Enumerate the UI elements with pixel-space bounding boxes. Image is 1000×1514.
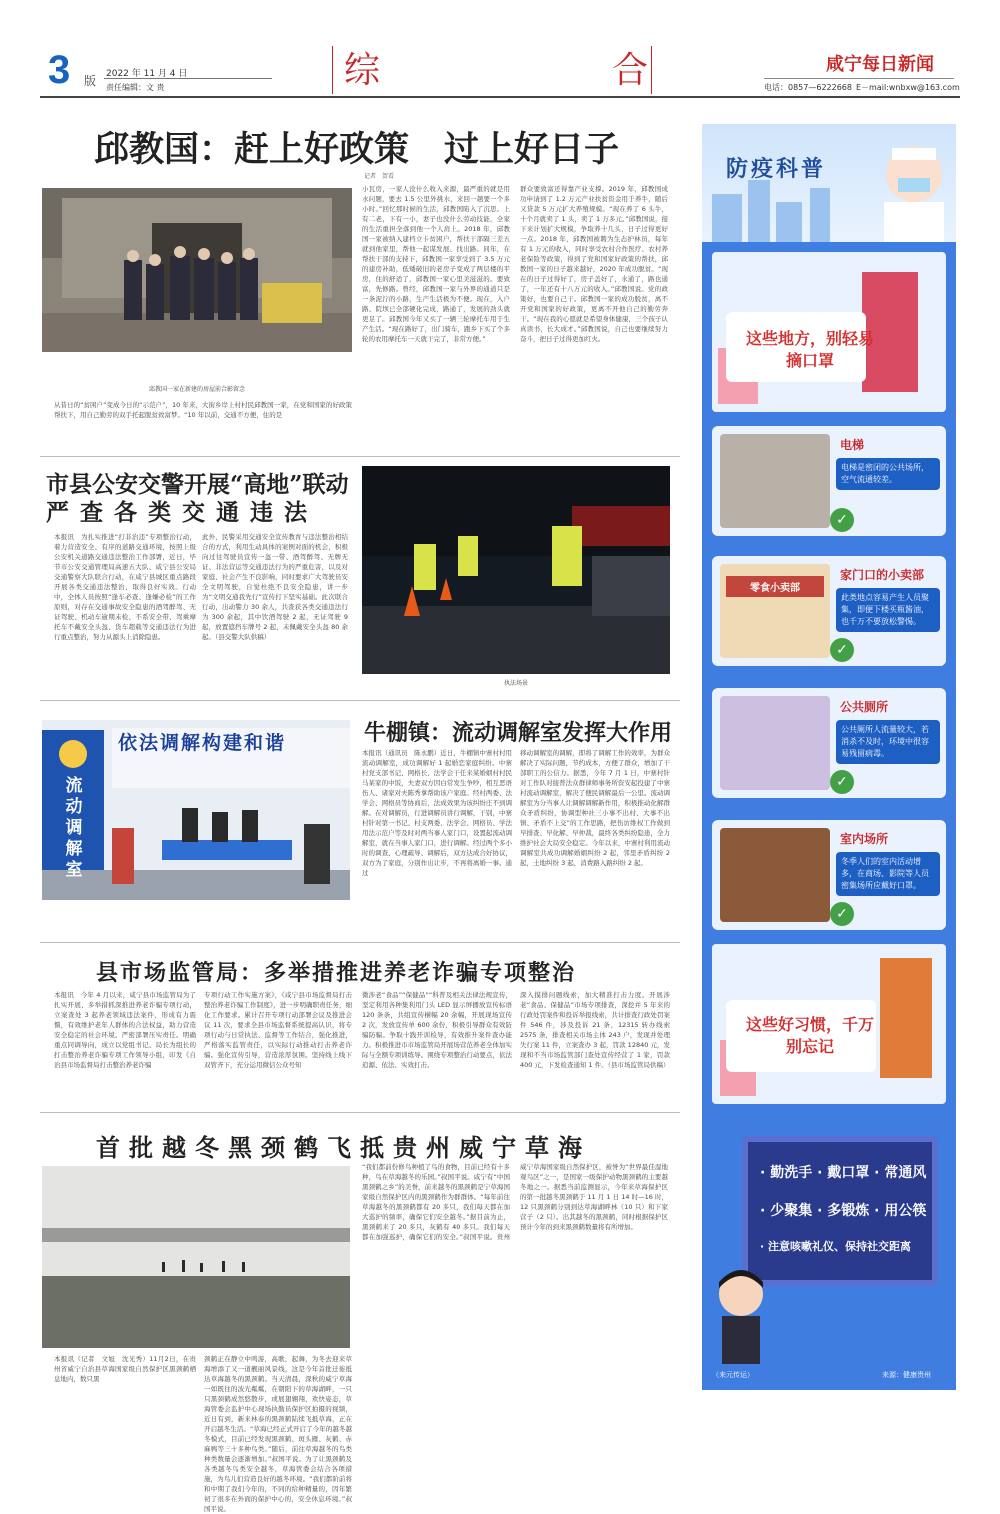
section-title-right: 合: [612, 50, 649, 91]
sidebar-footer-left: （来元传运）: [712, 1371, 754, 1379]
sidebar-title: 防疫科普: [726, 156, 827, 182]
store-image: [720, 564, 830, 658]
divider-2: [40, 700, 680, 701]
article-qiu-title: 邱教国：赶上好政策 过上好日子: [94, 129, 620, 170]
section-title-left: 综: [344, 50, 381, 91]
elevator-image: [720, 434, 830, 528]
epidemic-sidebar: [702, 124, 956, 1390]
indoor-image: [720, 828, 830, 922]
newspaper-brand: 咸宁每日新闻: [826, 54, 934, 75]
checkmark-icon: ✓: [830, 902, 854, 926]
family-photo-caption: 邱教国一家在新建的房屋前合影留念: [148, 386, 245, 393]
boy-icon: [706, 1264, 776, 1364]
sidebar-footer-right: 来源：健康贵州: [882, 1371, 931, 1379]
contact-phone: 电话：0857—6222668: [764, 83, 852, 92]
traffic-check-drawing: [362, 466, 670, 674]
sidebar-header: [702, 124, 956, 242]
article-gongan-col2: 此外，民警采用交通安全宣传教育与违法整治相结合的方式，利用生动具体的案例对面的机会，积极向过往驾驶员宣传一盔一带、酒驾醉驾、无牌无证、非法营运等交通违法行为的严重危害，以及对家庭、社会产生不良影响，同时要求广大驾驶员安全文明驾驶，自觉杜绝不良安全隐患，讲一步为“文明交通我先行”宣传打下坚实基础。此次联合行动，出动警力 30 余人，共查获各类交通违法行为 300 余起，其中饮酒驾驶 2 起，无证驾驶 9 起，放置遮挡车牌号 2 起，未佩戴安全头盔 80 余起。（县交警大队供稿）: [202, 533, 348, 641]
article-gongan-title-1: 市县公安交警开展“高地”联动: [46, 471, 349, 498]
family-photo-drawing: [42, 188, 352, 352]
traffic-check-photo: [362, 466, 670, 674]
panel-habits-title: 这些好习惯，千万别忘记: [745, 1015, 874, 1056]
page-suffix: 版: [84, 74, 97, 88]
article-he-byline: 本报讯（记者 文旭 沈光秀）11月2日，在贵州省威宁自治县草海国家级自然保护区黑颈鹤栖息地内，数只黑: [54, 1355, 196, 1383]
masthead-divider: [104, 78, 272, 79]
article-shichang-title: 县市场监管局：多举措推进养老诈骗专项整治: [96, 960, 577, 986]
article-shichang-col4: 深入摸排问题线索，加大精准打击力度。开展涉老“食品、保健品”市场专项排查，深挖并 5 年来的行政处罚案件和投诉举报线索，共计排查行政处罚案件 546 件，涉及投诉 21 条，12315 转办线索 2575 条，排查相关市场主体 243 户，发现并处理失行案 11 件，立案查办 3 起，罚款 12840 元，发现和不当市场监管部门查处宣传经营了 1 家，罚款 400 元，下发检查通知 1 件。（县市场监管局供稿）: [520, 991, 670, 1069]
divider-1: [40, 456, 680, 457]
slogan-line-3: · 注意咳嗽礼仪、保持社交距离: [760, 1240, 912, 1253]
article-gongan-title-2: 严查各类交通违法: [46, 499, 318, 526]
editor-credit: 责任编辑：文 贵: [106, 83, 165, 92]
panel-places: [712, 252, 946, 412]
article-qiu-byline: 记者 贺看: [364, 173, 395, 180]
crane-photo: [42, 1166, 350, 1348]
card-toilet-text: 公共厕所人流量较大，若消杀不及时，环境中很容易残留病毒。: [836, 720, 940, 764]
brand-divider: [764, 78, 954, 79]
card-elevator: [712, 426, 946, 536]
article-he-title: 首批越冬黑颈鹤飞抵贵州威宁草海: [96, 1133, 591, 1162]
card-indoor-text: 冬季人们的室内活动增多，在商场、影院等人员密集场所应戴好口罩。: [836, 852, 940, 896]
checkmark-icon: ✓: [830, 508, 854, 532]
card-store: [712, 556, 946, 666]
card-toilet: [712, 688, 946, 798]
checkmark-icon: ✓: [830, 770, 854, 794]
card-indoor: [712, 820, 946, 930]
article-shichang-col1: 本报讯 今年 4 月以来，咸宁县市场监管局为了扎实开展、多举措抓深推进养老诈骗专项行动，立案查处 3 起养老领域违法案件，形成有力震慑，有效维护老年人群体的合法权益，助力营造安全稳定的社会环境。严密部署压实责任。明确重点同调导向，成立以党组书记、局长为组长的打击整治养老诈骗专项工作领导小组，印发《自治县市场监督局打击整治养老诈骗: [54, 991, 196, 1069]
article-gongan-col1: 本报讯 为扎实推进“打非治违”专项整治行动，着力营造安全、有序的道路交通环境，按照上级公安机关道路交通违法整治工作部署，近日，毕节市公安交通管理局高速五大队、咸宁县公安局交通警察大队联合行动，在咸宁县城区重点路段开展各类交通违法整治，取得良好实效。行动中，全体人员按照“逢车必查、逢嫌必检”的工作原则，对存在交通事故安全隐患的酒驾醉驾、无证驾驶、机动车逾期未检、不系安全带、驾乘摩托车不戴安全头盔、货车超载等交通违法行为进行重点整治，努力从源头上消除隐患。: [54, 533, 196, 641]
article-niupeng-col1: 本报讯（通讯员 陈永鹏）近日，牛棚镇中寨村村用流动调解室，成功调解好 1 起婚恋家庭纠纷。中寨村党支部书记、网格长、法学会干任来某婚姻村村民马某家的中饭，夫妻双方因白常发生争吵，相互恶语伤人、诸家对夫陈秀拿帮助该户家庭。经村两委、法学会、网格员等协商后，法成效果为该纠纷庄不到调解。在对调解员，行进调解员讲行调解，干别，中寨村针对第一书记、村支两委、法学会、网格员、学法用法示范户等及时对两当事人家门口，设置起流动调解室，就在当事人家门口，进行调解。经过两个多小时的调查、心理疏导、调解后，双方达成合好协议，双方为了家庭，分别作出让步，不再将离婚一事。通过: [362, 749, 512, 877]
city-skyline-icon: [702, 124, 956, 242]
slogan-line-1: · 勤洗手 · 戴口罩 · 常通风: [760, 1165, 927, 1181]
panel-habits: [712, 944, 946, 1104]
toilet-image: [720, 696, 830, 790]
article-qiu-col1: 从昔日的“贫困户”变成今日的“示范户”，10 年来，大街乡岸上村村民邱教国一家，在党和国家的好政策帮扶下，用自己勤劳的双手托起脱贫致富梦。“10 年以前，交通不方便，住的是: [54, 401, 352, 419]
traffic-photo-caption: 执法场景: [503, 680, 528, 687]
store-sign: 零食小卖部: [726, 576, 824, 597]
article-he-col2: 颈鹤正在静立中鸣游，高歌，起舞，为冬去迎来草海增添了又一道靓丽风景线，这是今年首批迁徙抵达草海越冬的黑颈鹤。当天清晨，深秋的威宁草海一如既往的波光粼粼，在朝阳下的草海湖畔，一只只黑颈鹤成然悠散步，或展翅翱翔，欢快姿态，草海管委会监护中心现场执勤员保护区拍摄的视频，近日有到，新来林泰的黑颈鹤陆续飞抵草海，正在开启越冬生活。“草海已经正式开启了今年的越冬越冬模式，目前已经发现黑颈鹤、斑头雁、灰鹤、赤麻鸭等三十多种鸟类。”随后，前往草海越冬的鸟类种类数量会逐渐增加。”叔国平说。为了让黑颈鹤及各类越冬鸟类安全越冬，草海管委会结合各项措施，为鸟儿们营造良好的越冬环境。“我们都阶前将和中期了我们今年的，不同的给种精量的，因年繁初了很多在外面的保护中心的，安全休息环境。”叔国平说。: [204, 1355, 352, 1513]
card-elevator-title: 电梯: [840, 438, 865, 452]
family-photo: [42, 188, 352, 352]
panel-places-title: 这些地方，别轻易摘口罩: [745, 329, 874, 370]
article-shichang-col2: 专项行动工作实施方案》，《咸宁县市场监督局打击整治养老诈骗工作制度》，进一步明确职责任务，细化工作要求。累计召开专项行动部署会议及推进会议 11 次，要求全县市场监督系统提高认识，将专项行动与日常执法、监督等工作结合，强化推进，严格落实监管责任，以实际行动推动打击养老诈骗。强化宣传引导，营造浓厚氛围。坚持线上线下双管齐下，充分运用微信公众号知: [204, 991, 352, 1069]
mediation-tent-label: 流动调解室: [65, 776, 83, 880]
top-rule: [40, 96, 960, 98]
divider-4: [40, 1112, 680, 1113]
article-he-col3: “我们都前份修鸟种植了鸟的食物，目前已经有十多种，鸟在草海越冬的乐园。”叔国平说。咸宁有“中国黑颈鹤之乡”的美誉，前来越冬的黑颈鹤是宁草海国家级自然保护区内的黑颈鹤作为群群体。“每年前往草海越冬的黑颈鹤都有 20 多只，我们每天都在加大巡护的频率，确保它们安全越冬。”据目前为止，黑颈鹤来了 20 多只，灰鹤有 40 多只。我们每天都在加强巡护，确保它们的安全。”叔国平说。贵州威宁草海国家级自然保护区，被誉为“世界最佳湿地观鸟区”之一，是国家一级保护动物黑颈鹤的主要越冬地之一。据悉当前监测显示，今年来草海保护区的第一批越冬黑颈鹤于 11 月 1 日 14 时—16 时，12 只黑颈鹤分别到达草海湖畔林（10 只）和下家营子（2 只）。出其越冬的黑颈鹤，同时根据保护区预计今年的到来黑颈鹤数量将有所增加。: [362, 1163, 668, 1241]
page-number: 3: [48, 48, 71, 92]
card-toilet-title: 公共厕所: [840, 700, 889, 714]
article-qiu-col2: 小瓦房，一家人没什么收入来源，最严重的就是用水问题，要去 1.5 公里外挑水，来回一趟要一个多小时。”回忆那时候的生活，邱教国陷入了沉思。上有二老，下有一小，妻子也没什么劳动技能，全家的生活重担全落到他一个人肩上。2018 年，邱教国一家被纳入建档立卡贫困户，帮扶干部隔三差五就到他家里，帮他一起谋发展、找出路。同年，在帮扶干部的支持下，邱教国一家享受到了 3.5 万元的建房补助，低矮破旧的老房子变成了两层楼的平房，住的舒适了，邱教国一家心里美滋滋的。要致富，先修路。曾经，邱教国一家与外界的通道只是一条泥泞的小路，生产生活极为不便。现在，入户路、院坝已全部硬化完成，路通了，发展的劲头就更足了。邱教国今年又买了一辆三轮摩托车用于生产生活。“现在路好了，出门骑车，跑乡下买了个多轮的农用摩托车一天就干完了，非常方便。”: [362, 185, 510, 343]
mediation-banner: 依法调解构建和谐: [118, 732, 287, 754]
article-niupeng-col2: 移动调解室的调解，即将了调解工作的效率，为群众解决了实际问题，节约成本，方便了群众，增加了干部职工的公信力。据悉，今年 7 月 1 日，中寨村针对工作队对接普法众群律师事务所资安起投建了中寨村流动调解室，解决了便民调解最后一公里。流动调解室为分当事人让调解调解新作用，积极推动化解群众矛盾纠纷，协调型种社三小事不出村、大事不出镇、矛盾不上交”的工作思路，把伤访维权工作做到早排查、早化解、早仲裁，最终各类纠纷隐患，全力维护社会大局安全稳定。今年以来，中寨村利用流动调解室共成功调解婚姻纠纷 2 起，邻里矛盾纠纷 2 起，土地纠纷 3 起，消费路入路纠纷 2 起。: [520, 749, 670, 867]
article-niupeng-title: 牛棚镇：流动调解室发挥大作用: [364, 720, 673, 746]
article-qiu-col3: 群众要致富还得靠产业支撑。2019 年，邱教国成功申请到了 1.2 万元产业扶贫资金用于养牛，随后又贷款 5 万元扩大养殖规模。“现在养了 6 头牛，十个月就卖了 1 头，卖了 1 万多元。”邱教国说，接下来计划扩大规模，争取养十几头，日子过得更好一点。2018 年，邱教国被聘为生态护林员，每年有 1 万元的收入，同时享受农村合作医疗、农村养老保险等政策，得到了党和国家好政策的帮扶，邱教国一家的日子越来越好，2020 年成功脱贫。“现在的日子过得好了，房子盖好了，水通了，路也通了，一年还有十八万元的收入。”邱教国说。党的政策好，也要自己干。邱教国一家的成功脱贫，离不开党和国家的好政策，更离不开他自己的勤劳奔干。“现在我的心愿就是希望身体健康，三个孩子认真读书，长大成才。”邱教国说，自己也要继续努力奋斗，把日子过得更加红火。: [520, 185, 668, 343]
crane-drawing: [42, 1166, 350, 1348]
card-indoor-title: 室内场所: [840, 832, 889, 846]
article-shichang-col3: 微涉老“食品”“保健品”“科普及相关法律法规宣传，坚定利用各种集利用门头 LED 显示屏播放宣传标语 120 条条，共组宣传横幅 20 余幅，开展现场宣传 2 次，发放宣传单 600 余份，积极引导群众有效防骗防骗。争取十践开训检导，有效推升案件查办能力。积极推进市市场监管局开展场营范养老全体加实际与全额专项训练导。围绕专项整治行动要点，依法追源、依法、实效打击。: [362, 991, 512, 1069]
divider-3: [40, 942, 680, 943]
issue-date: 2022 年 11 月 4 日: [106, 69, 188, 79]
slogan-line-2: · 少聚集 · 多锻炼 · 用公筷: [760, 1203, 927, 1219]
card-elevator-text: 电梯是密闭的公共场所，空气流通较差。: [836, 458, 940, 490]
checkmark-icon: ✓: [830, 638, 854, 662]
mediation-photo: [42, 720, 350, 900]
contact-email: E－mail:wnbxw@163.com: [856, 83, 960, 92]
card-store-title: 家门口的小卖部: [840, 568, 925, 582]
card-store-text: 此类地点容易产生人员聚集，即便下楼买瓶酱油，也千万不要放松警惕。: [836, 588, 940, 632]
